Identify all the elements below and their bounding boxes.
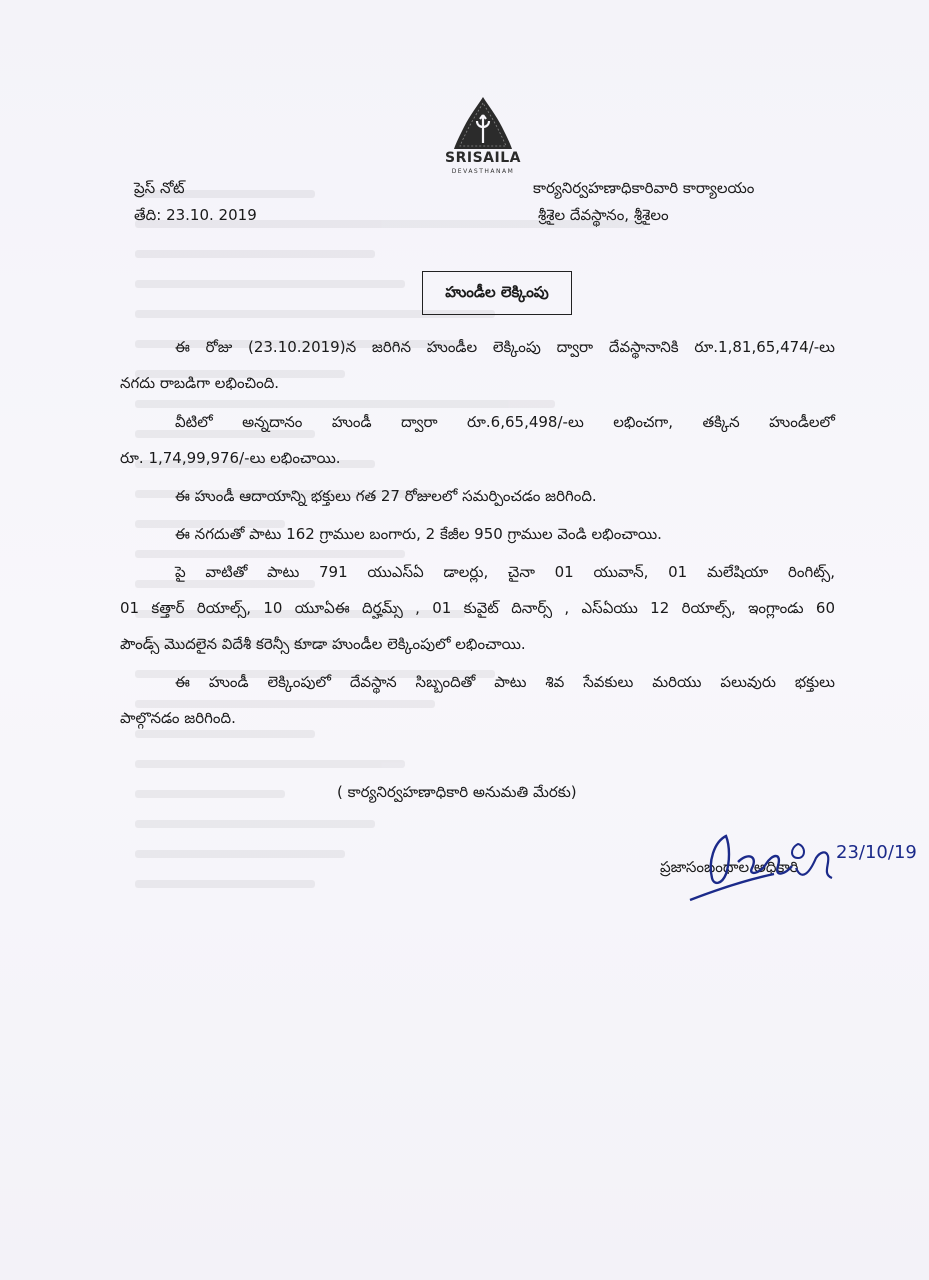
signatory-role: ప్రజాసంబంధాల అధికారి <box>660 858 799 876</box>
paragraph-6-line-1: ఈ హుండీ లెక్కింపులో దేవస్థాన సిబ్బందితో పాటు శివ సేవకులు మరియు పలువురు భక్తులు <box>175 673 835 691</box>
permission-note: ( కార్యనిర్వహణాధికారి అనుమతి మేరకు) <box>337 783 577 801</box>
paragraph-4: ఈ నగదుతో పాటు 162 గ్రాముల బంగారు, 2 కేజీల 950 గ్రాముల వెండి లభించాయి. <box>175 525 662 543</box>
paragraph-5-line-1: పై వాటితో పాటు 791 యుఎస్ఏ డాలర్లు, చైనా 01 యువాన్, 01 మలేషియా రింగిట్స్, <box>175 563 835 581</box>
handwritten-signature <box>686 822 917 904</box>
signature-date: 23/10/19 <box>836 842 917 863</box>
office-location: శ్రీశైల దేవస్థానం, శ్రీశైలం <box>538 206 669 224</box>
date-label: తేది: 23.10. 2019 <box>134 206 257 224</box>
bleed-through-text <box>135 190 735 1140</box>
paragraph-1-line-2: నగదు రాబడిగా లభించింది. <box>120 374 280 392</box>
paragraph-2-line-1: వీటిలో అన్నదానం హుండీ ద్వారా రూ.6,65,498/-లు లభించగా, తక్కిన హుండీలలో <box>175 413 835 431</box>
paragraph-2-line-2: రూ. 1,74,99,976/-లు లభించాయి. <box>120 449 341 467</box>
paragraph-3: ఈ హుండీ ఆదాయాన్ని భక్తులు గత 27 రోజులలో సమర్పించడం జరిగింది. <box>175 487 597 505</box>
logo-subtitle: DEVASTHANAM <box>451 168 515 175</box>
paragraph-5-line-3: పౌండ్స్ మొదలైన విదేశీ కరెన్సీ కూడా హుండీల లెక్కింపులో లభించాయి. <box>120 635 526 653</box>
paragraph-1-line-1: ఈ రోజు (23.10.2019)న జరిగిన హుండీల లెక్కింపు ద్వారా దేవస్థానానికి రూ.1,81,65,474/-లు <box>175 338 835 356</box>
document-title: హుండీల లెక్కింపు <box>422 271 572 315</box>
logo-name: SRISAILA <box>445 150 521 166</box>
paragraph-6-line-2: పాల్గొనడం జరిగింది. <box>120 709 236 727</box>
press-note-label: ప్రెస్ నోట్ <box>134 179 185 197</box>
paragraph-5-line-2: 01 కత్తార్ రియాల్స్, 10 యూఏఈ దిర్హమ్స్ , 01 కువైట్ దినార్స్ , ఎస్ఏయు 12 రియాల్స్, ఇంగ్లాండు 60 <box>120 599 835 617</box>
office-name: కార్యనిర్వహణాధికారివారి కార్యాలయం <box>533 179 755 197</box>
